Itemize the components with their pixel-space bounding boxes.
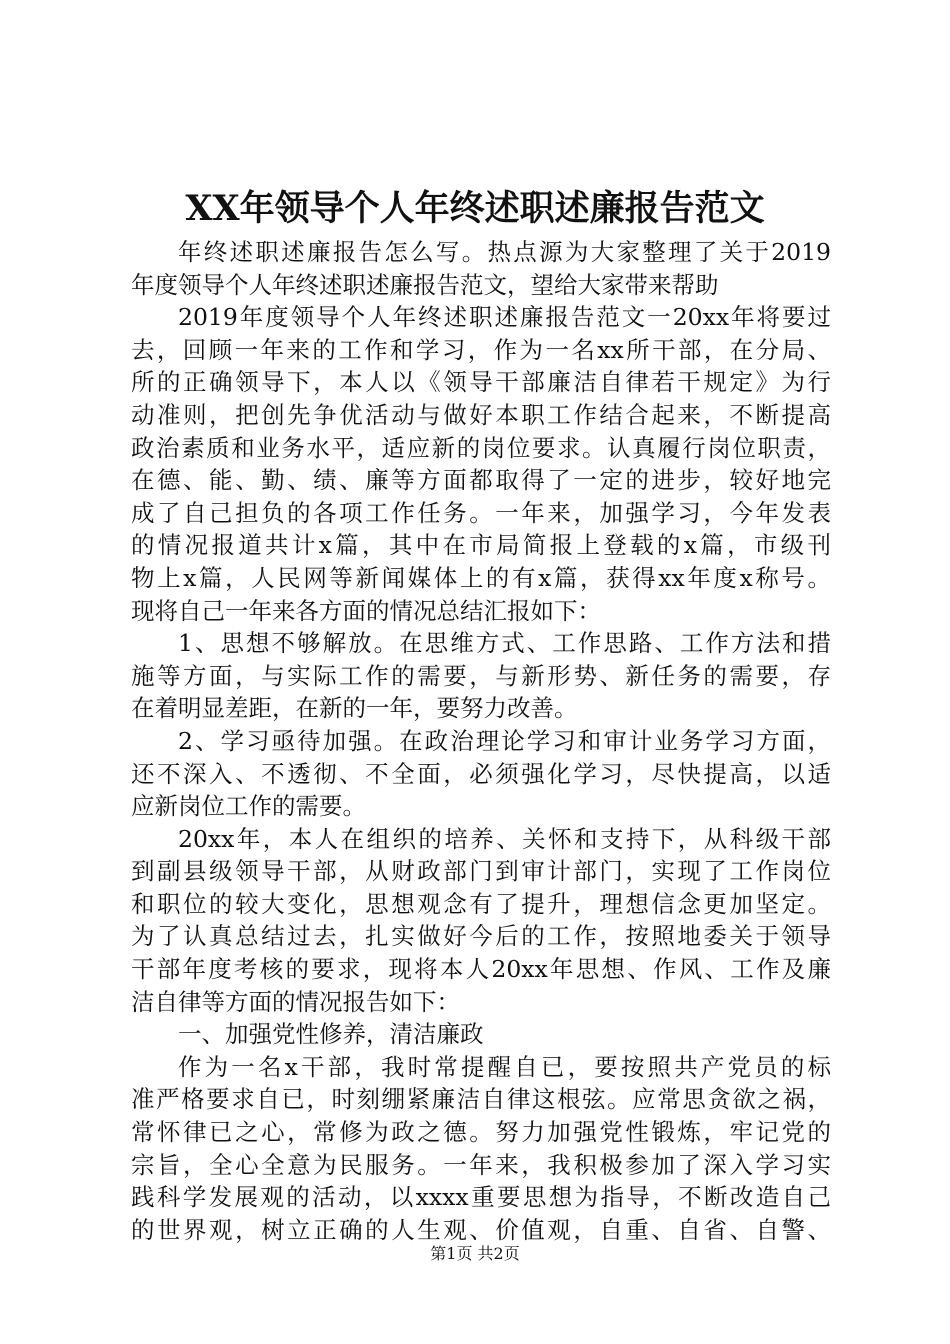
text-line: 洁自律等方面的情况报告如下： [131, 987, 460, 1016]
text-line: 动准则，把创先争优活动与做好本职工作结合起来，不断提高 [131, 400, 831, 429]
text-line: 在着明显差距，在新的一年，要努力改善。 [131, 694, 578, 723]
text-line: 政治素质和业务水平，适应新的岗位要求。认真履行岗位职责， [131, 433, 831, 462]
text-line: 为了认真总结过去，扎实做好今后的工作，按照地委关于领导 [131, 922, 831, 951]
text-line: 20xx年，本人在组织的培养、关怀和支持下，从科级干部 [178, 824, 831, 853]
text-line: 宗旨，全心全意为民服务。一年来，我积极参加了深入学习实 [131, 1150, 831, 1179]
page-footer: 第1页 共2页 [430, 1244, 520, 1263]
text-line: 常怀律已之心，常修为政之德。努力加强党性锻炼，牢记党的 [131, 1118, 831, 1147]
text-line: 干部年度考核的要求，现将本人20xx年思想、作风、工作及廉 [131, 955, 831, 984]
text-line: 年度领导个人年终述职述廉报告范文，望给大家带来帮助 [131, 270, 719, 299]
text-line: 物上x篇，人民网等新闻媒体上的有x篇，获得xx年度x称号。 [131, 563, 831, 592]
text-line: 准严格要求自已，时刻绷紧廉洁自律这根弦。应常思贪欲之祸， [131, 1085, 831, 1114]
text-line: 践科学发展观的活动，以xxxx重要思想为指导，不断改造自己 [131, 1183, 831, 1212]
text-line: 成了自己担负的各项工作任务。一年来，加强学习，今年发表 [131, 498, 831, 527]
text-line: 到副县级领导干部，从财政部门到审计部门，实现了工作岗位 [131, 857, 831, 886]
text-line: 2、学习亟待加强。在政治理论学习和审计业务学习方面， [178, 726, 831, 755]
text-line: 的情况报道共计x篇，其中在市局简报上登载的x篇，市级刊 [131, 531, 831, 560]
text-line: 一、加强党性修养，清洁廉政 [178, 1020, 484, 1049]
document-body [131, 236, 831, 1246]
text-line: 在德、能、勤、绩、廉等方面都取得了一定的进步，较好地完 [131, 466, 831, 495]
text-line: 1、思想不够解放。在思维方式、工作思路、工作方法和措 [178, 629, 831, 658]
text-line: 还不深入、不透彻、不全面，必须强化学习，尽快提高，以适 [131, 759, 831, 788]
text-line: 年终述职述廉报告怎么写。热点源为大家整理了关于2019 [178, 238, 831, 266]
text-line: 现将自己一年来各方面的情况总结汇报如下： [131, 596, 601, 625]
text-line: 作为一名x干部，我时常提醒自已，要按照共产党员的标 [178, 1052, 831, 1081]
text-line: 去，回顾一年来的工作和学习，作为一名xx所干部，在分局、 [131, 335, 831, 364]
text-line: 所的正确领导下，本人以《领导干部廉洁自律若干规定》为行 [131, 368, 831, 397]
text-line: 应新岗位工作的需要。 [131, 792, 366, 821]
document-title: XX年领导个人年终述职述廉报告范文 [185, 188, 765, 229]
text-line: 2019年度领导个人年终述职述廉报告范文一20xx年将要过 [178, 303, 831, 332]
text-line: 的世界观，树立正确的人生观、价值观，自重、自省、自警、 [131, 1215, 831, 1244]
text-line: 施等方面，与实际工作的需要，与新形势、新任务的需要，存 [131, 661, 831, 690]
text-line: 和职位的较大变化，思想观念有了提升，理想信念更加坚定。 [131, 889, 831, 918]
